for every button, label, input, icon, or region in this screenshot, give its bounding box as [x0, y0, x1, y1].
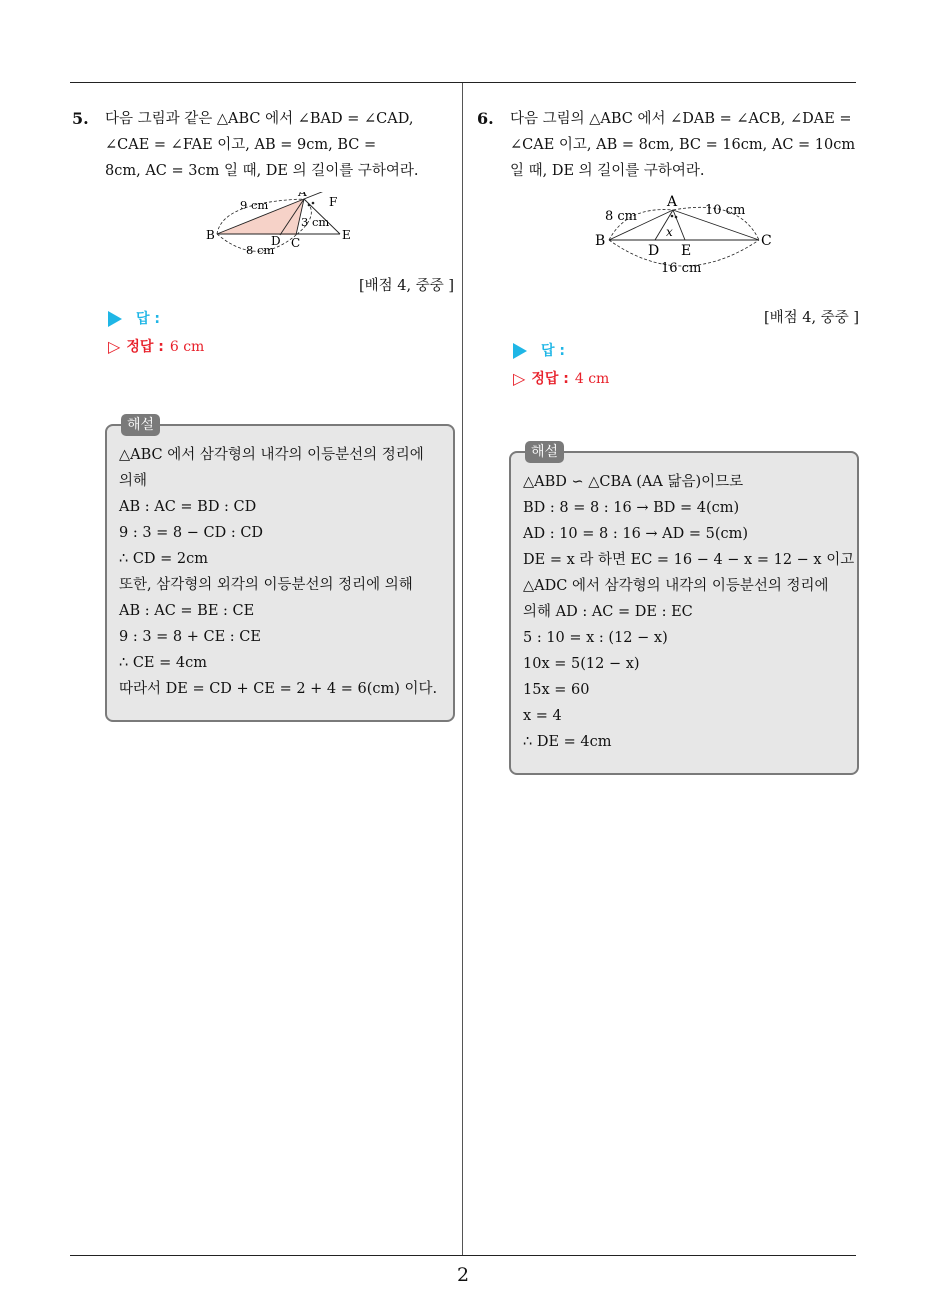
triangle-outline-icon: ▷: [513, 369, 526, 388]
length-bc: 16 cm: [661, 261, 702, 276]
angle-dot: [308, 204, 311, 207]
line-ae: [673, 210, 685, 240]
problem-text-line: 일 때, DE 의 길이를 구하여라.: [510, 163, 705, 179]
correct-label: 정답 :: [531, 371, 569, 387]
explanation-line: DE = x 라 하면 EC = 16 − 4 − x = 12 − x 이고: [523, 552, 855, 568]
length-de: x: [666, 225, 673, 239]
page-number: 2: [456, 1264, 470, 1286]
explanation-line: △ABC 에서 삼각형의 내각의 이등분선의 정리에: [119, 447, 424, 463]
problem-6: [477, 106, 859, 393]
explanation-tag: 해설: [525, 441, 564, 463]
explanation-line: 의해: [119, 473, 148, 489]
explanation-line: 5 : 10 = x : (12 − x): [523, 630, 668, 646]
score-label: [배점 4, 중중 ]: [763, 310, 859, 326]
answer-label: 답 :: [541, 343, 565, 359]
angle-dot: [675, 216, 678, 219]
label-e: E: [342, 228, 351, 242]
explanation-line: 따라서 DE = CD + CE = 2 + 4 = 6(cm) 이다.: [119, 681, 438, 697]
label-c: C: [761, 233, 772, 249]
problem-text: [105, 106, 454, 184]
label-d: D: [271, 234, 281, 248]
answer-label: 답 :: [136, 311, 160, 327]
answer-block: [513, 337, 859, 393]
triangle-diagram: [72, 192, 454, 270]
explanation-line: 또한, 삼각형의 외각의 이등분선의 정리에 의해: [119, 577, 413, 593]
column-divider: [462, 83, 463, 1255]
explanation-line: 9 : 3 = 8 + CE : CE: [119, 629, 261, 645]
line-af: [304, 192, 347, 199]
length-ac: 10 cm: [705, 203, 746, 218]
label-b: B: [206, 228, 215, 242]
label-b: B: [595, 233, 606, 249]
triangle-figure-6: [477, 192, 859, 302]
triangle-diagram: [477, 192, 859, 302]
correct-value: 4 cm: [574, 371, 610, 387]
label-d: D: [648, 243, 660, 259]
angle-dot: [312, 202, 315, 205]
correct-value: 6 cm: [169, 339, 205, 355]
play-arrow-icon: [108, 311, 122, 327]
problem-text: [510, 106, 859, 184]
correct-label: 정답 :: [126, 339, 164, 355]
explanation-line: 15x = 60: [523, 682, 590, 698]
length-bc: 8 cm: [246, 243, 275, 257]
explanation-line: AB : AC = BD : CD: [119, 499, 257, 515]
problem-text-line: ∠CAE 이고, AB = 8cm, BC = 16cm, AC = 10cm: [510, 137, 856, 153]
problem-number: 5.: [72, 109, 89, 128]
explanation-line: 10x = 5(12 − x): [523, 656, 640, 672]
answer-block: [108, 305, 454, 361]
problem-text-line: 다음 그림과 같은 △ABC 에서 ∠BAD = ∠CAD,: [105, 111, 414, 127]
triangle-outline-icon: ▷: [108, 337, 121, 356]
label-c: C: [291, 236, 301, 250]
explanation-line: AD : 10 = 8 : 16 → AD = 5(cm): [523, 526, 749, 542]
length-ab: 9 cm: [240, 198, 269, 212]
label-f: F: [329, 195, 338, 209]
length-ac: 3 cm: [301, 215, 330, 229]
explanation-line: AB : AC = BE : CE: [119, 603, 255, 619]
label-a: A: [298, 192, 307, 199]
explanation-tag: 해설: [121, 414, 160, 436]
label-e: E: [681, 243, 692, 259]
explanation-line: △ABD ∽ △CBA (AA 닮음)이므로: [523, 474, 744, 490]
top-rule: [70, 82, 856, 83]
explanation-line: ∴ CD = 2cm: [119, 551, 209, 567]
problem-5: [72, 106, 454, 361]
problem-number: 6.: [477, 109, 494, 128]
angle-dot: [671, 215, 674, 218]
explanation-line: 9 : 3 = 8 − CD : CD: [119, 525, 264, 541]
explanation-line: 의해 AD : AC = DE : EC: [523, 604, 693, 620]
explanation-line: △ADC 에서 삼각형의 내각의 이등분선의 정리에: [523, 578, 829, 594]
play-arrow-icon: [513, 343, 527, 359]
explanation-box-5: [105, 417, 455, 722]
length-ab: 8 cm: [605, 209, 638, 224]
score-label: [배점 4, 중중 ]: [358, 278, 454, 294]
problem-text-line: ∠CAE = ∠FAE 이고, AB = 9cm, BC =: [105, 137, 377, 153]
bottom-rule: [70, 1255, 856, 1256]
explanation-line: BD : 8 = 8 : 16 → BD = 4(cm): [523, 500, 740, 516]
explanation-box-6: [509, 444, 859, 775]
problem-text-line: 8cm, AC = 3cm 일 때, DE 의 길이를 구하여라.: [105, 163, 419, 179]
problem-text-line: 다음 그림의 △ABC 에서 ∠DAB = ∠ACB, ∠DAE =: [510, 111, 852, 127]
explanation-line: x = 4: [523, 708, 562, 724]
explanation-line: ∴ DE = 4cm: [523, 734, 612, 750]
explanation-line: ∴ CE = 4cm: [119, 655, 207, 671]
label-a: A: [667, 194, 678, 210]
triangle-figure-5: [72, 192, 454, 270]
